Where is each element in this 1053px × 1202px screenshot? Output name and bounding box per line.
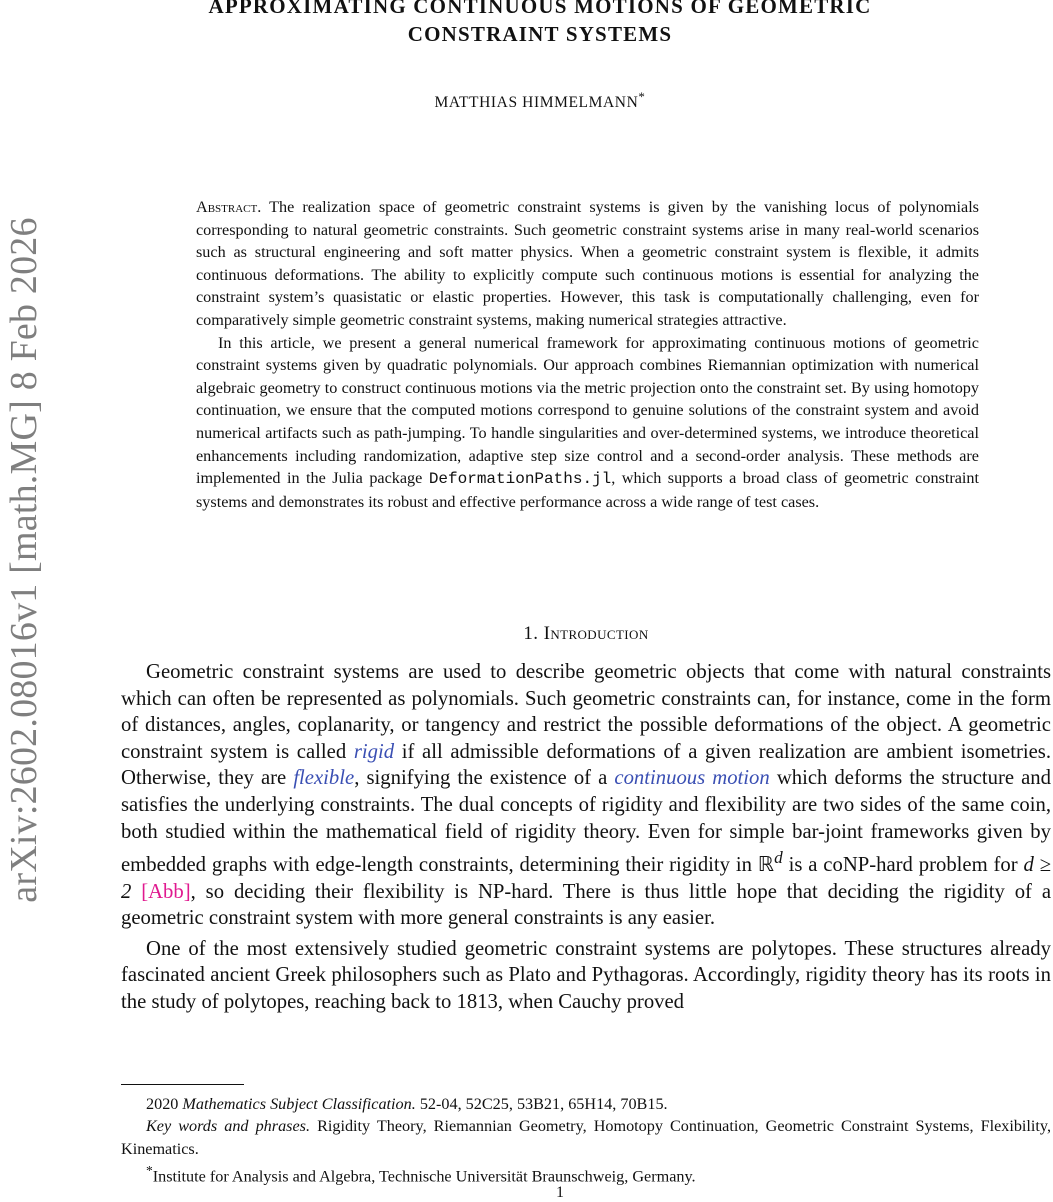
body-text-segment: , so deciding their flexibility is NP-hard. There is thus little hope that deciding the rigidity of a geometric constraint system with more general constraints is any easier. — [121, 880, 1051, 930]
msc-label: Mathematics Subject Classification. — [182, 1095, 416, 1113]
author-line — [150, 89, 930, 112]
title-line-1: APPROXIMATING CONTINUOUS MOTIONS OF GEOMETRIC — [208, 0, 872, 18]
footnotes — [121, 1093, 1051, 1188]
author-footnote-mark: * — [638, 89, 646, 104]
section-title: Introduction — [543, 623, 649, 644]
math-real-space — [757, 848, 783, 877]
math-exponent-d: d — [774, 848, 783, 868]
math-blackboard-r: ℝ — [757, 854, 775, 877]
math-dimension-condition: d ≥ 2 — [121, 854, 1052, 903]
body-paragraph-1 — [121, 659, 1051, 932]
body-text-segment: if all admissible deformations of a given realization are ambient isometries. Otherwise, they are — [121, 740, 1052, 790]
body-paragraph-2: One of the most extensively studied geometric constraint systems are polytopes. These structures already fascinated ancient Greek philosophers such as Plato and Pythagoras. Accordingly, rigidity theory has its roots in the study of polytopes, reaching back to 1813, when Cauchy proved — [121, 937, 1051, 1014]
section-heading — [120, 623, 1052, 645]
author-name: MATTHIAS HIMMELMANN — [434, 94, 639, 112]
affiliation-text: Institute for Analysis and Algebra, Technische Universität Braunschweig, Germany. — [152, 1167, 696, 1186]
abstract-text-2b: , which supports a broad class of geometric constraint systems and demonstrates its robust and effective performance across a wide range of test cases. — [196, 469, 979, 511]
footnote-msc — [121, 1093, 1051, 1115]
abstract-paragraph-2 — [196, 332, 979, 514]
msc-year: 2020 — [146, 1095, 179, 1113]
body-text-segment: which deforms the structure and satisfies the underlying constraints. The dual concepts of rigidity and flexibility are two sides of the same coin, both studied within the mathematical field of rigidity theory. Even for simple bar-joint frameworks given by embedded graphs with edge-length constraints, determining their rigidity in — [121, 767, 1051, 877]
body-text-segment: , signifying the existence of a — [354, 767, 608, 790]
rigid-link[interactable]: rigid — [353, 740, 395, 763]
flexible-link[interactable]: flexible — [293, 767, 355, 790]
paper-title — [150, 0, 930, 48]
body-text-segment: Geometric constraint systems are used to describe geometric objects that come with natural constraints which can often be represented as polynomials. Such geometric constraints can, for instance, come in the form of distances, angles, coplanarity, or tangency and restrict the possible deformations of the object. A geometric constraint system is called — [121, 661, 1051, 763]
keywords-label: Key words and phrases. — [146, 1117, 310, 1136]
msc-codes: 52-04, 52C25, 53B21, 65H14, 70B15. — [419, 1095, 668, 1113]
body-text-segment: is a coNP-hard problem for — [788, 854, 1018, 877]
page-number: 1 — [556, 1184, 564, 1201]
abstract-text-2a: In this article, we present a general numerical framework for approximating continuous motions of geometric constraint systems given by quadratic polynomials. Our approach combines Riemannian optimization with numerical algebraic geometry to construct continuous motions via the metric projection onto the constraint set. By using homotopy continuation, we ensure that the computed motions correspond to genuine solutions of the constraint system and avoid numerical artifacts such as path-jumping. To handle singularities and over-determined systems, we introduce theoretical enhancements including randomization, adaptive step size control and a second-order analysis. These methods are implemented in the Julia package — [196, 333, 979, 488]
body-text — [121, 659, 1051, 1016]
citation-abb-link[interactable]: [Abb] — [141, 880, 191, 903]
affiliation-mark: * — [146, 1163, 153, 1179]
abstract — [196, 196, 979, 513]
package-name: DeformationPaths.jl — [428, 470, 612, 489]
abstract-heading: Abstract. — [196, 198, 262, 216]
arxiv-identifier: arXiv:2602.08016v1 [math.MG] 8 Feb 2026 — [3, 217, 45, 903]
abstract-text-1: The realization space of geometric constraint systems is given by the vanishing locus of polynomials corresponding to natural geometric constraints. Such geometric constraint systems arise in many real-world scenarios such as structural engineering and soft matter physics. When a geometric constraint system is flexible, it admits continuous deformations. The ability to explicitly compute such continuous motions is essential for analyzing the constraint system’s quasistatic or elastic properties. However, this task is computationally challenging, even for comparatively simple geometric constraint systems, making numerical strategies attractive. — [196, 198, 979, 329]
continuous-motion-link[interactable]: continuous motion — [614, 767, 770, 790]
keywords-list: Rigidity Theory, Riemannian Geometry, Homotopy Continuation, Geometric Constraint Systems, Flexibility, Kinematics. — [121, 1117, 1052, 1158]
footnote-keywords — [121, 1115, 1051, 1160]
title-line-2: CONSTRAINT SYSTEMS — [407, 22, 673, 46]
abstract-paragraph-1 — [196, 196, 979, 332]
section-number: 1. — [523, 623, 539, 644]
footnote-divider — [121, 1084, 244, 1085]
arxiv-identifier-sidebar — [2, 160, 46, 960]
